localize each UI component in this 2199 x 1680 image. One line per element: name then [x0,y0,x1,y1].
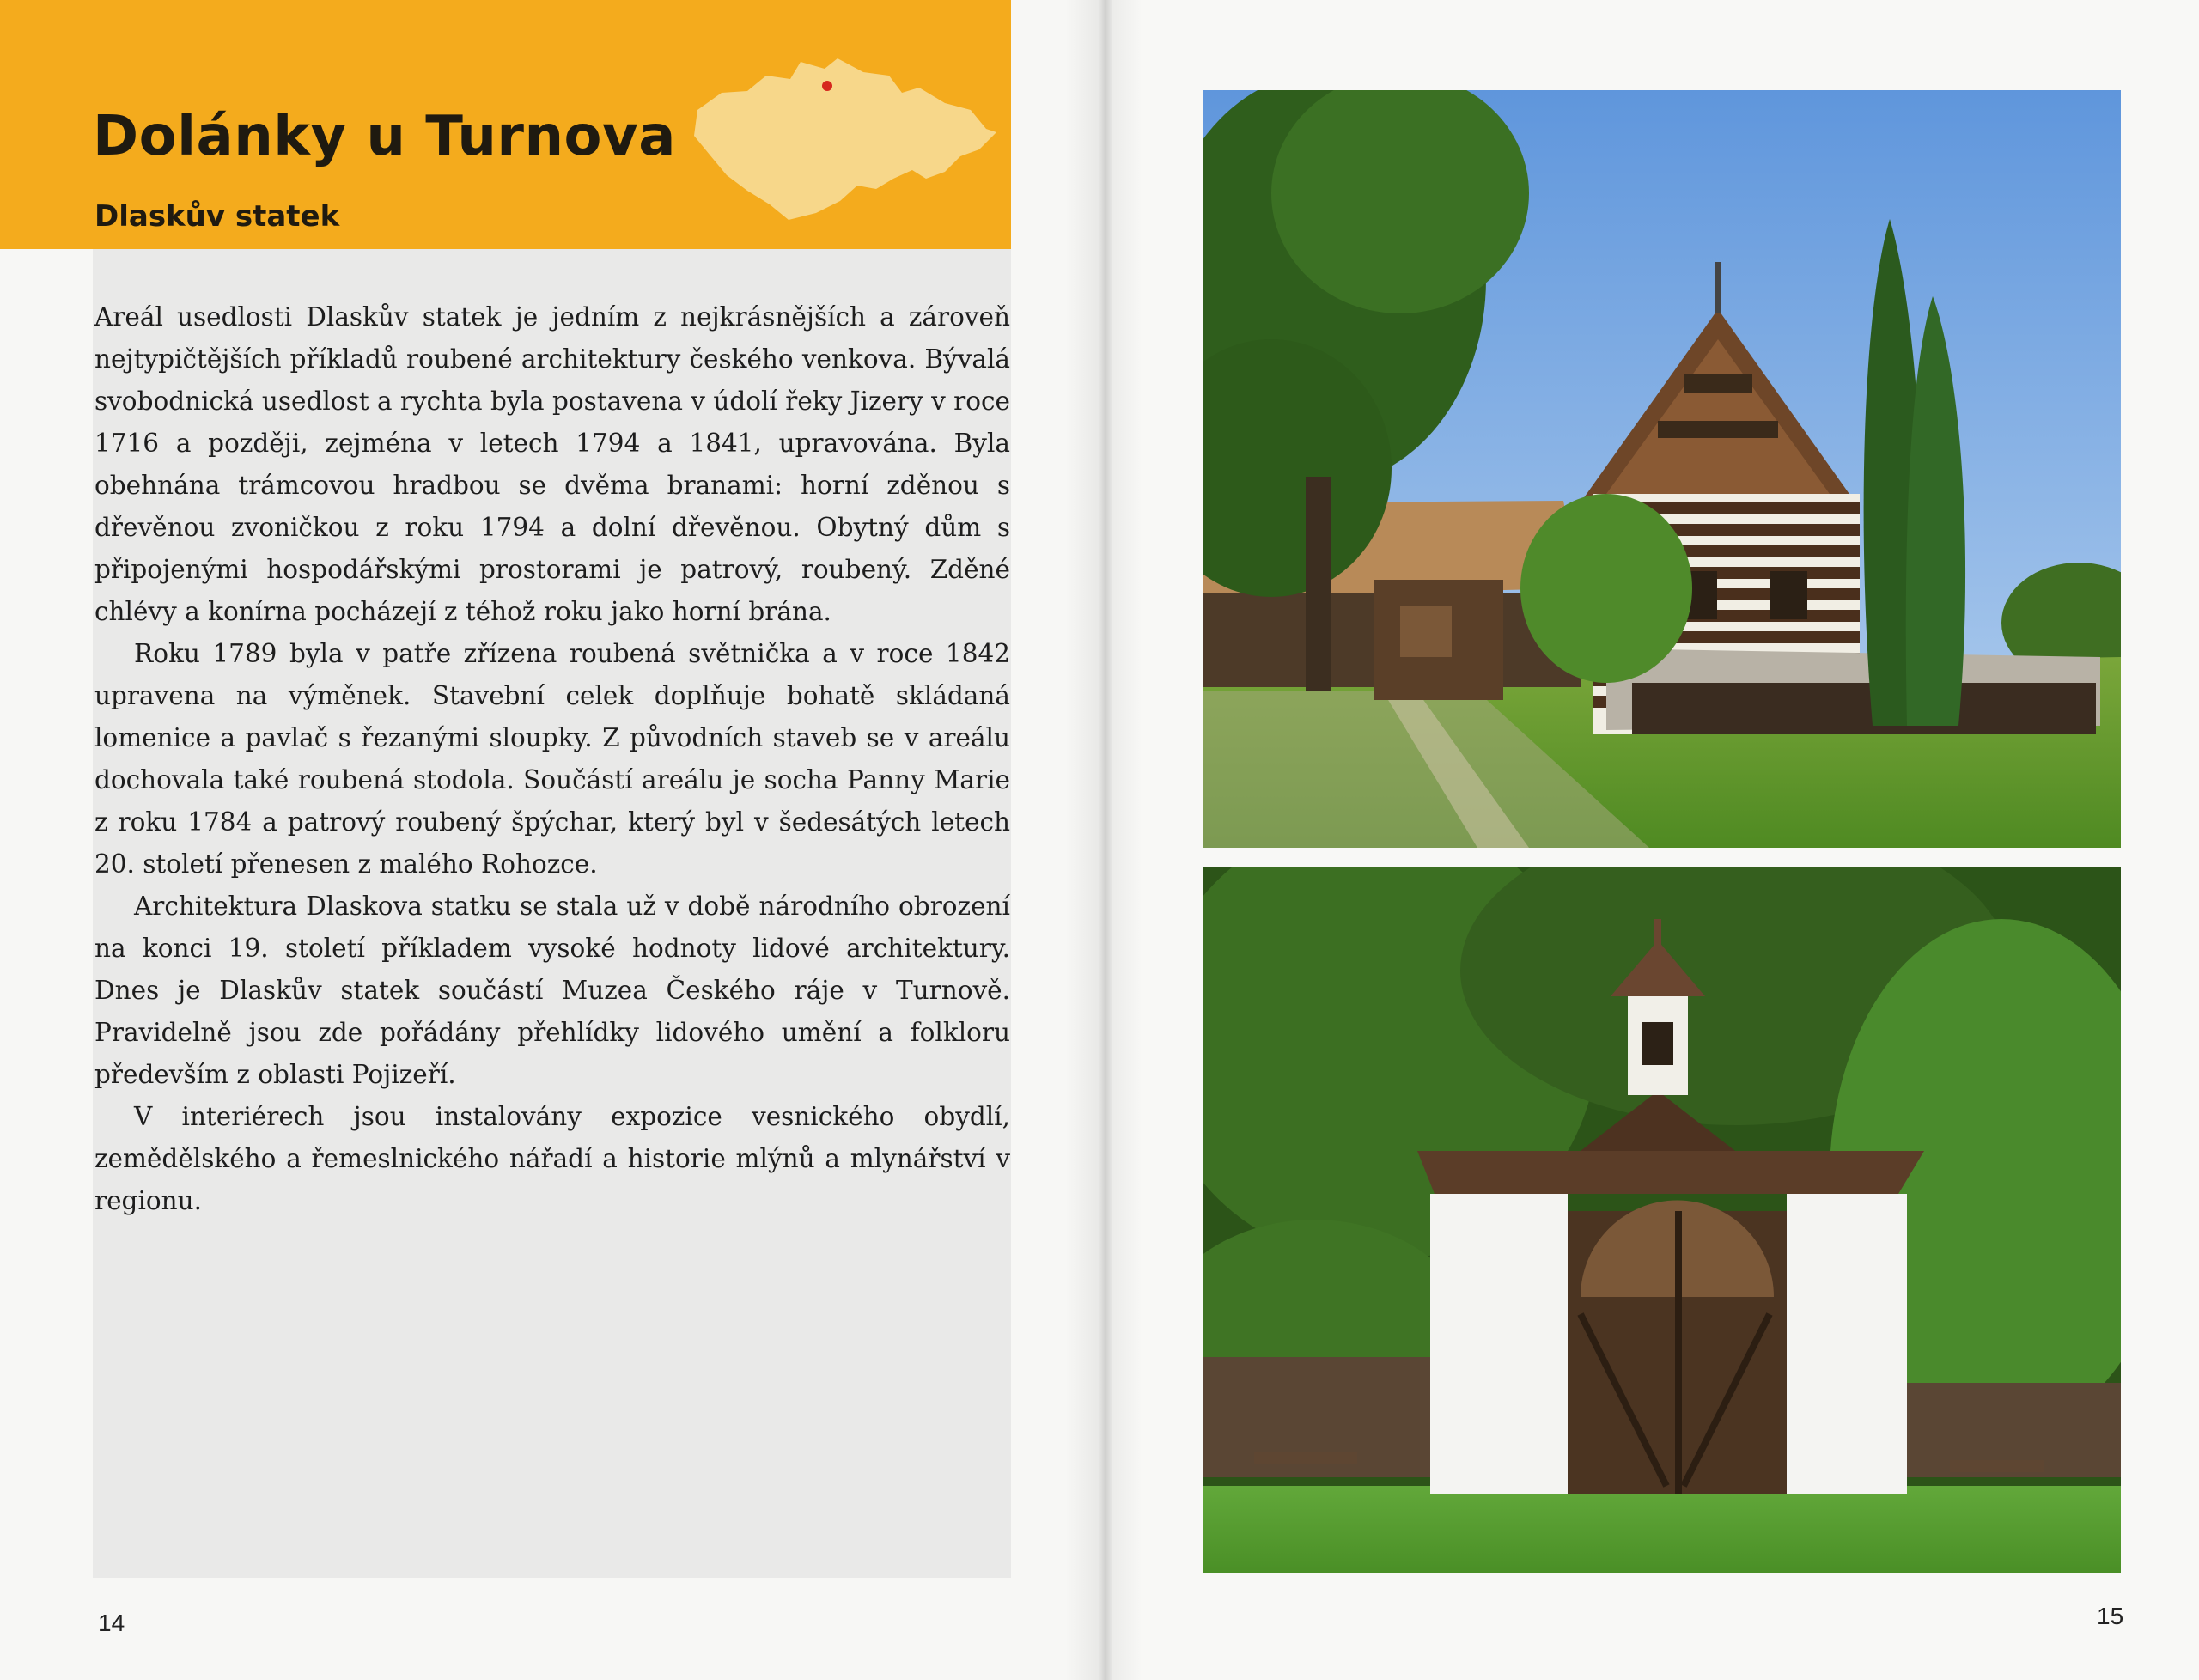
book-gutter [1065,0,1142,1680]
page-number-right: 15 [2097,1603,2124,1629]
gate-belltower-photo [1203,867,2121,1573]
farmhouse-photo [1203,90,2121,848]
map-shape [694,58,996,220]
page-number-left: 14 [98,1610,125,1636]
paragraph: Areál usedlosti Dlaskův statek je jedním z nejkrásnějších a zároveň nejtypičtějších příkladů roubené architektury českého venkova. Bývalá svobodnická usedlost a rychta byla postavena v údolí řeky Jizery v roce 1716 a později, zejména v letech 1794 a 1841, upravována. Byla obehnána trámcovou hradbou se dvěma branami: horní zděnou s dřevěnou zvoničkou z roku 1794 a dolní dřevěnou. Obytný dům s připojenými hospodářskými prostorami je patrový, roubený. Zděné chlévy a konírna pocházejí z téhož roku jako horní brána. [94,302,1010,626]
paragraph: Architektura Dlaskova statku se stala už v době národního obrození na konci 19. století příkladem vysoké hodnoty lidové architektury. Dnes je Dlaskův statek součástí Muzea Českého ráje v Turnově. Pravidelně jsou zde pořádány přehlídky lidového umění a folkloru především z oblasti Pojizeří. [94,892,1010,1089]
location-marker-icon [822,81,832,91]
czech-republic-map-icon [687,50,1001,230]
article-body [94,296,1010,1222]
paragraph: Roku 1789 byla v patře zřízena roubená světnička a v roce 1842 upravena na výměnek. Stavební celek doplňuje bohatě skládaná lomenice a pavlač s řezanými sloupky. Z původních staveb se v areálu dochovala také roubená stodola. Součástí areálu je socha Panny Marie z roku 1784 a patrový roubený špýchar, který byl v šedesátých letech 20. století přenesen z malého Rohozce. [94,639,1010,879]
chapter-header [0,0,1011,249]
page-subtitle: Dlaskův statek [94,199,340,234]
page-title: Dolánky u Turnova [93,105,676,168]
paragraph: V interiérech jsou instalovány expozice vesnického obydlí, zemědělského a řemeslnického nářadí a historie mlýnů a mlynářství v regionu. [94,1102,1010,1215]
